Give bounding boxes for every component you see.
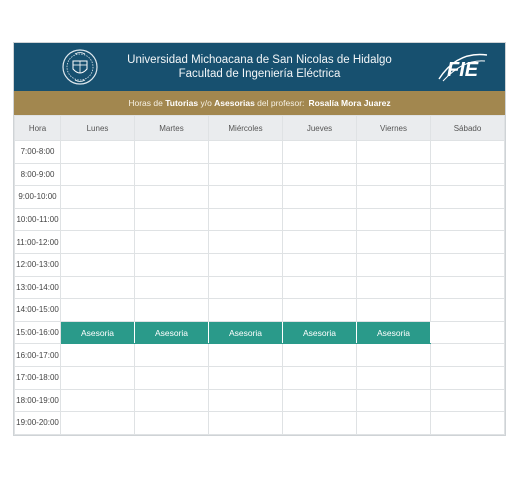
table-row (15, 231, 505, 254)
empty-slot[interactable] (431, 186, 505, 209)
empty-slot[interactable] (283, 299, 357, 322)
empty-slot[interactable] (135, 208, 209, 231)
empty-slot[interactable] (209, 141, 283, 164)
empty-slot[interactable] (431, 231, 505, 254)
empty-slot[interactable] (61, 412, 135, 435)
empty-slot[interactable] (209, 253, 283, 276)
table-row (15, 186, 505, 209)
empty-slot[interactable] (431, 344, 505, 367)
empty-slot[interactable] (283, 141, 357, 164)
table-row (15, 163, 505, 186)
empty-slot[interactable] (283, 163, 357, 186)
subheader-yo: y/o (198, 98, 215, 108)
hour-cell: 16:00-17:00 (15, 344, 61, 367)
empty-slot[interactable] (431, 163, 505, 186)
table-row (15, 389, 505, 412)
empty-slot[interactable] (135, 253, 209, 276)
subheader-suffix: del profesor: (254, 98, 305, 108)
column-header-thursday: Jueves (283, 116, 357, 141)
table-row (15, 366, 505, 389)
asesorias-label: Asesorias (214, 98, 255, 108)
empty-slot[interactable] (283, 208, 357, 231)
empty-slot[interactable] (61, 141, 135, 164)
empty-slot[interactable] (283, 344, 357, 367)
table-row (15, 208, 505, 231)
empty-slot[interactable] (135, 276, 209, 299)
table-row (15, 321, 505, 344)
hour-cell: 13:00-14:00 (15, 276, 61, 299)
empty-slot[interactable] (357, 344, 431, 367)
hour-cell: 15:00-16:00 (15, 321, 61, 344)
empty-slot[interactable] (283, 389, 357, 412)
empty-slot[interactable] (431, 366, 505, 389)
empty-slot[interactable] (357, 412, 431, 435)
empty-slot[interactable] (61, 163, 135, 186)
header-title (94, 53, 425, 81)
empty-slot[interactable] (209, 186, 283, 209)
empty-slot[interactable] (357, 366, 431, 389)
empty-slot[interactable] (135, 163, 209, 186)
asesoria-slot[interactable]: Asesoria (283, 321, 357, 344)
empty-slot[interactable] (209, 344, 283, 367)
hour-cell: 12:00-13:00 (15, 253, 61, 276)
empty-slot[interactable] (283, 412, 357, 435)
empty-slot[interactable] (135, 186, 209, 209)
hour-cell: 9:00-10:00 (15, 186, 61, 209)
hour-cell: 19:00-20:00 (15, 412, 61, 435)
empty-slot[interactable] (61, 253, 135, 276)
asesoria-slot[interactable]: Asesoria (357, 321, 431, 344)
empty-slot[interactable] (357, 253, 431, 276)
empty-slot[interactable] (209, 208, 283, 231)
table-row (15, 253, 505, 276)
hour-cell: 17:00-18:00 (15, 366, 61, 389)
column-header-saturday: Sábado (431, 116, 505, 141)
tutorias-label: Tutorias (165, 98, 199, 108)
empty-slot[interactable] (135, 299, 209, 322)
empty-slot[interactable] (61, 276, 135, 299)
empty-slot[interactable] (61, 231, 135, 254)
hour-cell: 14:00-15:00 (15, 299, 61, 322)
column-header-hour: Hora (15, 116, 61, 141)
empty-slot[interactable] (209, 366, 283, 389)
empty-slot[interactable] (135, 366, 209, 389)
table-row (15, 276, 505, 299)
empty-slot[interactable] (135, 344, 209, 367)
empty-slot[interactable] (209, 231, 283, 254)
empty-slot[interactable] (357, 141, 431, 164)
empty-slot[interactable] (431, 389, 505, 412)
empty-slot[interactable] (135, 141, 209, 164)
empty-slot[interactable] (209, 276, 283, 299)
empty-slot[interactable] (357, 276, 431, 299)
column-header-tuesday: Martes (135, 116, 209, 141)
hour-cell: 7:00-8:00 (15, 141, 61, 164)
empty-slot[interactable] (357, 163, 431, 186)
empty-slot[interactable] (431, 208, 505, 231)
empty-slot[interactable] (357, 389, 431, 412)
empty-slot[interactable] (209, 163, 283, 186)
empty-slot[interactable] (61, 344, 135, 367)
table-row (15, 412, 505, 435)
hour-cell: 18:00-19:00 (15, 389, 61, 412)
schedule-body (15, 141, 505, 435)
university-name: Universidad Michoacana de San Nicolas de Hidalgo (127, 54, 392, 66)
professor-name: Rosalía Mora Juarez (308, 98, 391, 108)
professor-banner (14, 91, 505, 115)
empty-slot[interactable] (431, 276, 505, 299)
schedule-card (13, 42, 506, 436)
table-row (15, 141, 505, 164)
empty-slot[interactable] (61, 208, 135, 231)
empty-slot[interactable] (283, 231, 357, 254)
fie-logo-text: FIE (447, 59, 479, 81)
empty-slot[interactable] (61, 389, 135, 412)
schedule-header-row (15, 116, 505, 141)
hour-cell: 11:00-12:00 (15, 231, 61, 254)
hour-cell: 8:00-9:00 (15, 163, 61, 186)
empty-slot[interactable] (61, 366, 135, 389)
subheader-prefix: Horas de (128, 98, 166, 108)
empty-slot[interactable] (61, 299, 135, 322)
schedule-table (14, 115, 505, 435)
fie-logo-icon (437, 49, 489, 83)
empty-slot[interactable] (431, 253, 505, 276)
column-header-wednesday: Miércoles (209, 116, 283, 141)
empty-slot[interactable] (283, 253, 357, 276)
column-header-monday: Lunes (61, 116, 135, 141)
empty-slot[interactable] (209, 412, 283, 435)
table-row (15, 344, 505, 367)
empty-slot[interactable] (431, 412, 505, 435)
empty-slot[interactable] (61, 186, 135, 209)
empty-slot[interactable] (135, 231, 209, 254)
header-banner (14, 43, 505, 91)
faculty-name: Facultad de Ingeniería Eléctrica (178, 68, 341, 80)
empty-slot[interactable] (283, 276, 357, 299)
empty-slot[interactable] (209, 299, 283, 322)
empty-slot[interactable] (357, 299, 431, 322)
empty-slot[interactable] (357, 231, 431, 254)
empty-slot[interactable] (431, 321, 505, 344)
asesoria-slot[interactable]: Asesoria (209, 321, 283, 344)
empty-slot[interactable] (283, 366, 357, 389)
empty-slot[interactable] (283, 186, 357, 209)
hour-cell: 10:00-11:00 (15, 208, 61, 231)
column-header-friday: Viernes (357, 116, 431, 141)
empty-slot[interactable] (209, 389, 283, 412)
empty-slot[interactable] (135, 412, 209, 435)
empty-slot[interactable] (431, 141, 505, 164)
asesoria-slot[interactable]: Asesoria (61, 321, 135, 344)
empty-slot[interactable] (135, 389, 209, 412)
empty-slot[interactable] (357, 186, 431, 209)
empty-slot[interactable] (431, 299, 505, 322)
asesoria-slot[interactable]: Asesoria (135, 321, 209, 344)
table-row (15, 299, 505, 322)
empty-slot[interactable] (357, 208, 431, 231)
